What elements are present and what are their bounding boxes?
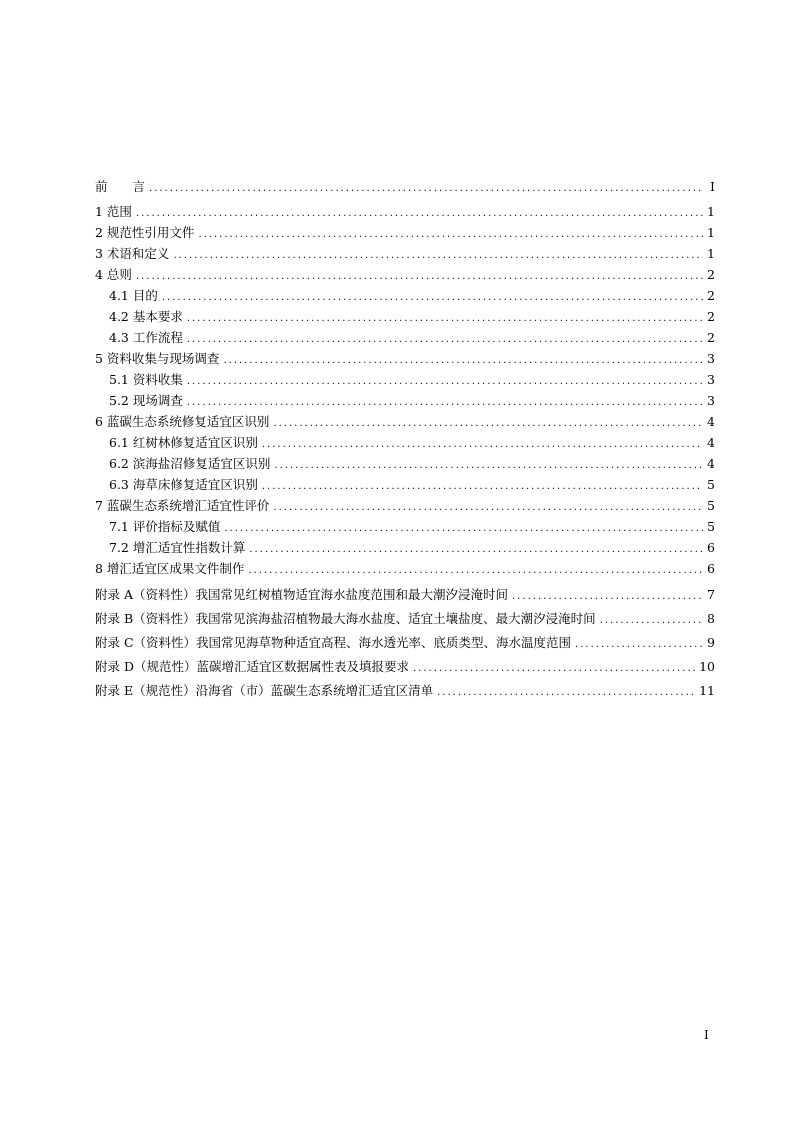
toc-label: 6.2 滨海盐沼修复适宜区识别 [109,456,271,471]
toc-entry-7-1[interactable] [95,516,715,537]
toc-page: 4 [707,456,715,471]
toc-label: 5.2 现场调查 [109,393,183,408]
toc-page: I [710,179,715,194]
toc-label: 4.3 工作流程 [109,330,183,345]
dot-leader [273,497,703,516]
dot-leader [136,266,703,285]
toc-label: 3 术语和定义 [95,246,170,261]
toc-page: 1 [707,246,715,261]
toc-page: 4 [707,435,715,450]
toc-page: 7 [707,587,715,602]
toc-label: 8 增汇适宜区成果文件制作 [95,561,245,576]
toc-label: 前 言 [95,179,146,194]
dot-leader [413,657,695,679]
dot-leader [575,633,703,655]
page-number: I [704,1028,709,1042]
dot-leader [437,681,695,703]
toc-page: 2 [707,330,715,345]
toc-entry-5-1[interactable] [95,369,715,390]
dot-leader [512,585,703,607]
toc-entry-4-1[interactable] [95,285,715,306]
toc-label: 附录 E（规范性）沿海省（市）蓝碳生态系统增汇适宜区清单 [95,683,434,698]
dot-leader [162,287,703,306]
toc-page: 5 [707,519,715,534]
dot-leader [187,308,703,327]
toc-entry-6-3[interactable] [95,474,715,495]
toc-label: 6 蓝碳生态系统修复适宜区识别 [95,414,270,429]
dot-leader [187,371,703,390]
dot-leader [273,413,703,432]
toc-page: 11 [699,683,715,698]
toc-label: 附录 D（规范性）蓝碳增汇适宜区数据属性表及填报要求 [95,659,409,674]
dot-leader [274,455,703,474]
toc-label: 7 蓝碳生态系统增汇适宜性评价 [95,498,270,513]
dot-leader [248,560,703,579]
dot-leader [149,178,703,197]
toc-page: 3 [707,393,715,408]
dot-leader [600,609,703,631]
dot-leader [249,539,703,558]
toc-entry-3[interactable] [95,243,715,264]
toc-entry-6-2[interactable] [95,453,715,474]
toc-label: 6.1 红树林修复适宜区识别 [109,435,258,450]
toc-entry-4-3[interactable] [95,327,715,348]
toc-page: 3 [707,351,715,366]
toc-label: 4.1 目的 [109,288,158,303]
toc-entry-4-2[interactable] [95,306,715,327]
dot-leader [262,434,703,453]
dot-leader [262,476,703,495]
toc-entry-7[interactable] [95,495,715,516]
dot-leader [198,224,703,243]
toc-page: 3 [707,372,715,387]
toc-entry-appendix-b[interactable] [95,607,715,631]
toc-entry-preface[interactable] [95,176,715,197]
toc-label: 4.2 基本要求 [109,309,183,324]
toc-entry-7-2[interactable] [95,537,715,558]
toc-entry-1[interactable] [95,201,715,222]
dot-leader [224,518,703,537]
toc-page: 6 [707,561,715,576]
toc-page: 1 [707,225,715,240]
toc-page: 2 [707,309,715,324]
toc-entry-8[interactable] [95,558,715,579]
toc-entry-2[interactable] [95,222,715,243]
dot-leader [187,329,703,348]
toc-label: 4 总则 [95,267,132,282]
toc-page: 4 [707,414,715,429]
toc-entry-6[interactable] [95,411,715,432]
toc-entry-appendix-a[interactable] [95,583,715,607]
toc-entry-appendix-e[interactable] [95,679,715,703]
toc-page: 6 [707,540,715,555]
dot-leader [187,392,703,411]
toc-label: 附录 B（资料性）我国常见滨海盐沼植物最大海水盐度、适宜土壤盐度、最大潮汐浸淹时间 [95,611,596,626]
dot-leader [173,245,703,264]
toc-entry-5-2[interactable] [95,390,715,411]
toc-page: 2 [707,267,715,282]
toc-page: 5 [707,498,715,513]
toc-label: 1 范围 [95,204,132,219]
toc-label: 6.3 海草床修复适宜区识别 [109,477,258,492]
toc-label: 5 资料收集与现场调查 [95,351,220,366]
toc-label: 附录 C（资料性）我国常见海草物种适宜高程、海水透光率、底质类型、海水温度范围 [95,635,572,650]
toc-label: 7.1 评价指标及赋值 [109,519,221,534]
toc-page: 8 [707,611,715,626]
toc-page: 2 [707,288,715,303]
dot-leader [136,203,703,222]
toc-page: 5 [707,477,715,492]
toc-entry-appendix-c[interactable] [95,631,715,655]
toc-entry-4[interactable] [95,264,715,285]
toc-label: 5.1 资料收集 [109,372,183,387]
toc-entry-appendix-d[interactable] [95,655,715,679]
toc-page: 9 [707,635,715,650]
toc-entry-6-1[interactable] [95,432,715,453]
toc-label: 2 规范性引用文件 [95,225,195,240]
toc-page: 1 [707,204,715,219]
table-of-contents [95,176,715,703]
toc-label: 7.2 增汇适宜性指数计算 [109,540,246,555]
toc-page: 10 [699,659,715,674]
toc-entry-5[interactable] [95,348,715,369]
toc-label: 附录 A（资料性）我国常见红树植物适宜海水盐度范围和最大潮汐浸淹时间 [95,587,509,602]
dot-leader [223,350,703,369]
